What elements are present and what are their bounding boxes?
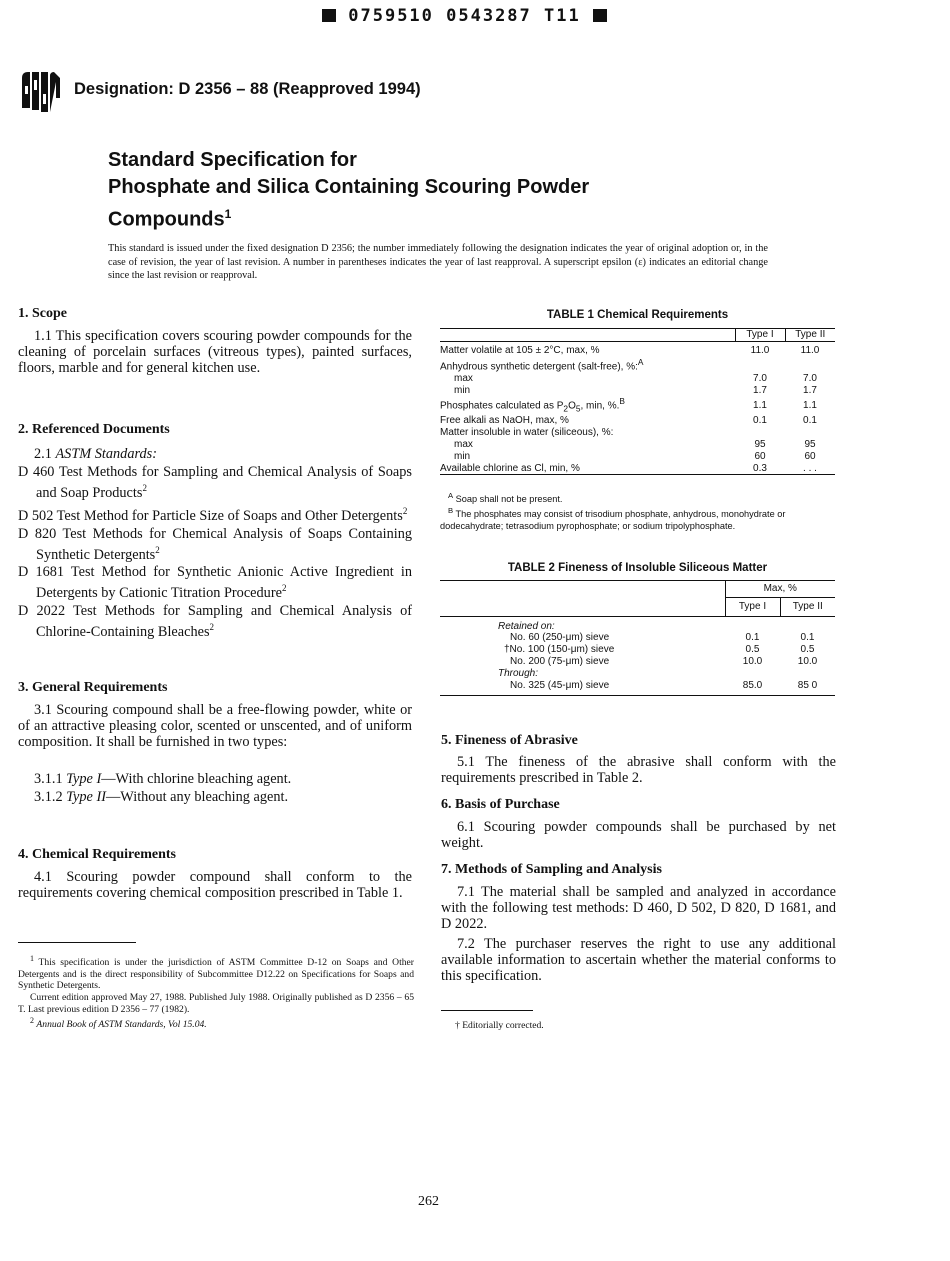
footnote-2: $^2$ Annual Book of ASTM Standards, Vol 15.04. <box>30 1016 207 1031</box>
table1-col-type-ii: Type II <box>785 329 835 342</box>
section-scope-heading: 1. Scope <box>18 306 67 321</box>
table1-title: TABLE 1 Chemical Requirements <box>546 309 729 321</box>
refdoc-item: D 502 Test Method for Particle Size of Soaps and Other Detergents$^2$ <box>18 505 408 524</box>
table-row: Through: <box>498 667 539 679</box>
table-row: max 7.0 7.0 <box>454 372 817 384</box>
barcode-text: 0759510 0543287 T11 <box>348 6 581 26</box>
designation: Designation: D 2356 – 88 (Reapproved 1994) <box>74 80 421 98</box>
chemical-paragraph: 4.1 Scouring powder compound shall conform to the requirements covering chemical composition prescribed in Table 1. <box>18 869 412 901</box>
section-fineness-heading: 5. Fineness of Abrasive <box>441 733 578 748</box>
page-number: 262 <box>418 1194 439 1209</box>
title-line-1: Standard Specification for <box>108 149 357 171</box>
table-row: No. 325 (45-μm) sieve 85.0 85 0 <box>440 680 835 696</box>
table1-col-type-i: Type I <box>735 329 785 342</box>
footnote-1b: Current edition approved May 27, 1988. Published July 1988. Originally published as D 2356 – 65 T. Last previous edition D 2356 – 77 (1982). <box>18 991 414 1015</box>
purchase-paragraph: 6.1 Scouring powder compounds shall be purchased by net weight. <box>441 819 836 851</box>
fineness-paragraph: 5.1 The fineness of the abrasive shall conform with the requirements prescribed in Table 2. <box>441 754 836 786</box>
table-row: Available chlorine as Cl, min, % 0.3 . . . <box>440 463 835 475</box>
footnotes-left <box>18 953 414 1031</box>
table-row: No. 200 (75-μm) sieve 10.0 10.0 <box>510 655 818 667</box>
section-methods-heading: 7. Methods of Sampling and Analysis <box>441 862 662 877</box>
refdoc-item: D 820 Test Methods for Chemical Analysis of Soaps Containing Synthetic Detergents$^2$ <box>18 525 412 563</box>
footnote-divider <box>18 942 136 943</box>
table-row: Free alkali as NaOH, max, % 0.1 0.1 <box>440 415 817 427</box>
refdocs-list <box>18 464 412 640</box>
issuance-note: This standard is issued under the fixed designation D 2356; the number immediately following the designation indicates the year of original adoption or, in the case of revision, the year of last revision. A number in parentheses indicates the year of last reapproval. A superscript epsilon (ε) indicates an editorial change since the last revision or reapproval. <box>108 243 768 281</box>
table-row: †No. 100 (150-μm) sieve 0.5 0.5 <box>504 644 815 656</box>
title-line-2: Phosphate and Silica Containing Scouring Powder <box>108 176 590 198</box>
methods-paragraph-2: 7.2 The purchaser reserves the right to use any additional available information to ascertain whether the material conforms to this specification. <box>441 936 836 984</box>
scope-paragraph: 1.1 This specification covers scouring powder compounds for the cleaning of porcelain surfaces (vitreous types), painted surfaces, floors, marble and for general kitchen use. <box>18 328 412 376</box>
footnote-1: $^1$ This specification is under the jurisdiction of ASTM Committee D-12 on Soaps and Other Detergents and is the direct responsibility of Subcommittee D12.22 on Specifications for Soaps and Synthetic Detergents. <box>18 954 414 992</box>
table1 <box>440 328 835 475</box>
table-row: Matter volatile at 105 ± 2°C, max, % 11.0 11.0 <box>440 344 820 356</box>
table-row: No. 60 (250-μm) sieve 0.1 0.1 <box>510 632 815 644</box>
refdoc-item: D 460 Test Methods for Sampling and Chemical Analysis of Soaps and Soap Products$^2$ <box>18 464 412 501</box>
section-purchase-heading: 6. Basis of Purchase <box>441 797 560 812</box>
table1-notes <box>440 490 838 532</box>
section-general-heading: 3. General Requirements <box>18 680 168 695</box>
table-header-row <box>440 329 835 342</box>
section-refdocs-heading: 2. Referenced Documents <box>18 422 170 437</box>
table2-col-type-i: Type I <box>725 597 780 616</box>
table-header-row <box>440 597 835 616</box>
section-chemical-heading: 4. Chemical Requirements <box>18 847 176 862</box>
table-row: Retained on: <box>498 620 555 632</box>
methods-paragraph-1: 7.1 The material shall be sampled and analyzed in accordance with the following test methods: D 460, D 502, D 820, D 1681, and D 2022. <box>441 884 836 932</box>
refdocs-intro: 2.1 ASTM Standards: <box>34 446 157 462</box>
table2 <box>440 580 835 696</box>
table-row: Matter insoluble in water (siliceous), %: <box>440 427 614 439</box>
table-row: min 60 60 <box>454 450 816 462</box>
type-ii-item: 3.1.2 Type II—Without any bleaching agent. <box>34 789 289 805</box>
table-row: min 1.7 1.7 <box>454 384 817 396</box>
astm-logo-icon <box>18 68 64 114</box>
title-line-3: Compounds$^1$ <box>108 207 232 231</box>
table-row: Phosphates calculated as $P_2O_5$, min, %.$^B$ 1.1 1.1 <box>440 396 817 414</box>
refdoc-item: D 2022 Test Methods for Sampling and Chemical Analysis of Chlorine-Containing Bleaches$^2$ <box>18 603 412 640</box>
table-header-row <box>440 581 835 598</box>
table2-col-type-ii: Type II <box>780 597 835 616</box>
table-row: max 95 95 <box>454 439 816 451</box>
barcode-marker-left <box>322 9 336 22</box>
table-row: Anhydrous synthetic detergent (salt-free), %:$^A$ <box>440 356 644 372</box>
table1-note-a: $^A$ Soap shall not be present. <box>448 491 563 505</box>
barcode-marker-right <box>593 9 607 22</box>
barcode-line <box>322 6 607 26</box>
table2-group-header: Max, % <box>725 581 835 598</box>
general-paragraph: 3.1 Scouring compound shall be a free-flowing powder, white or of an attractive pleasing color, scented or unscented, and of uniform composition. It shall be furnished in two types: <box>18 702 412 750</box>
footnote-editorial: † Editorially corrected. <box>455 1020 544 1031</box>
type-i-item: 3.1.1 Type I—With chlorine bleaching agent. <box>34 771 292 787</box>
refdoc-item: D 1681 Test Method for Synthetic Anionic Active Ingredient in Detergents by Cationic Titration Procedure$^2$ <box>18 564 412 602</box>
table2-title: TABLE 2 Fineness of Insoluble Siliceous Matter <box>507 562 768 574</box>
document-title <box>108 147 708 234</box>
footnote-divider-right <box>441 1010 533 1011</box>
table1-note-b: $^B$ The phosphates may consist of trisodium phosphate, anhydrous, monohydrate or dodecahydrate; tetrasodium pyrophosphate; or sodium tripolyphosphate. <box>440 506 786 532</box>
